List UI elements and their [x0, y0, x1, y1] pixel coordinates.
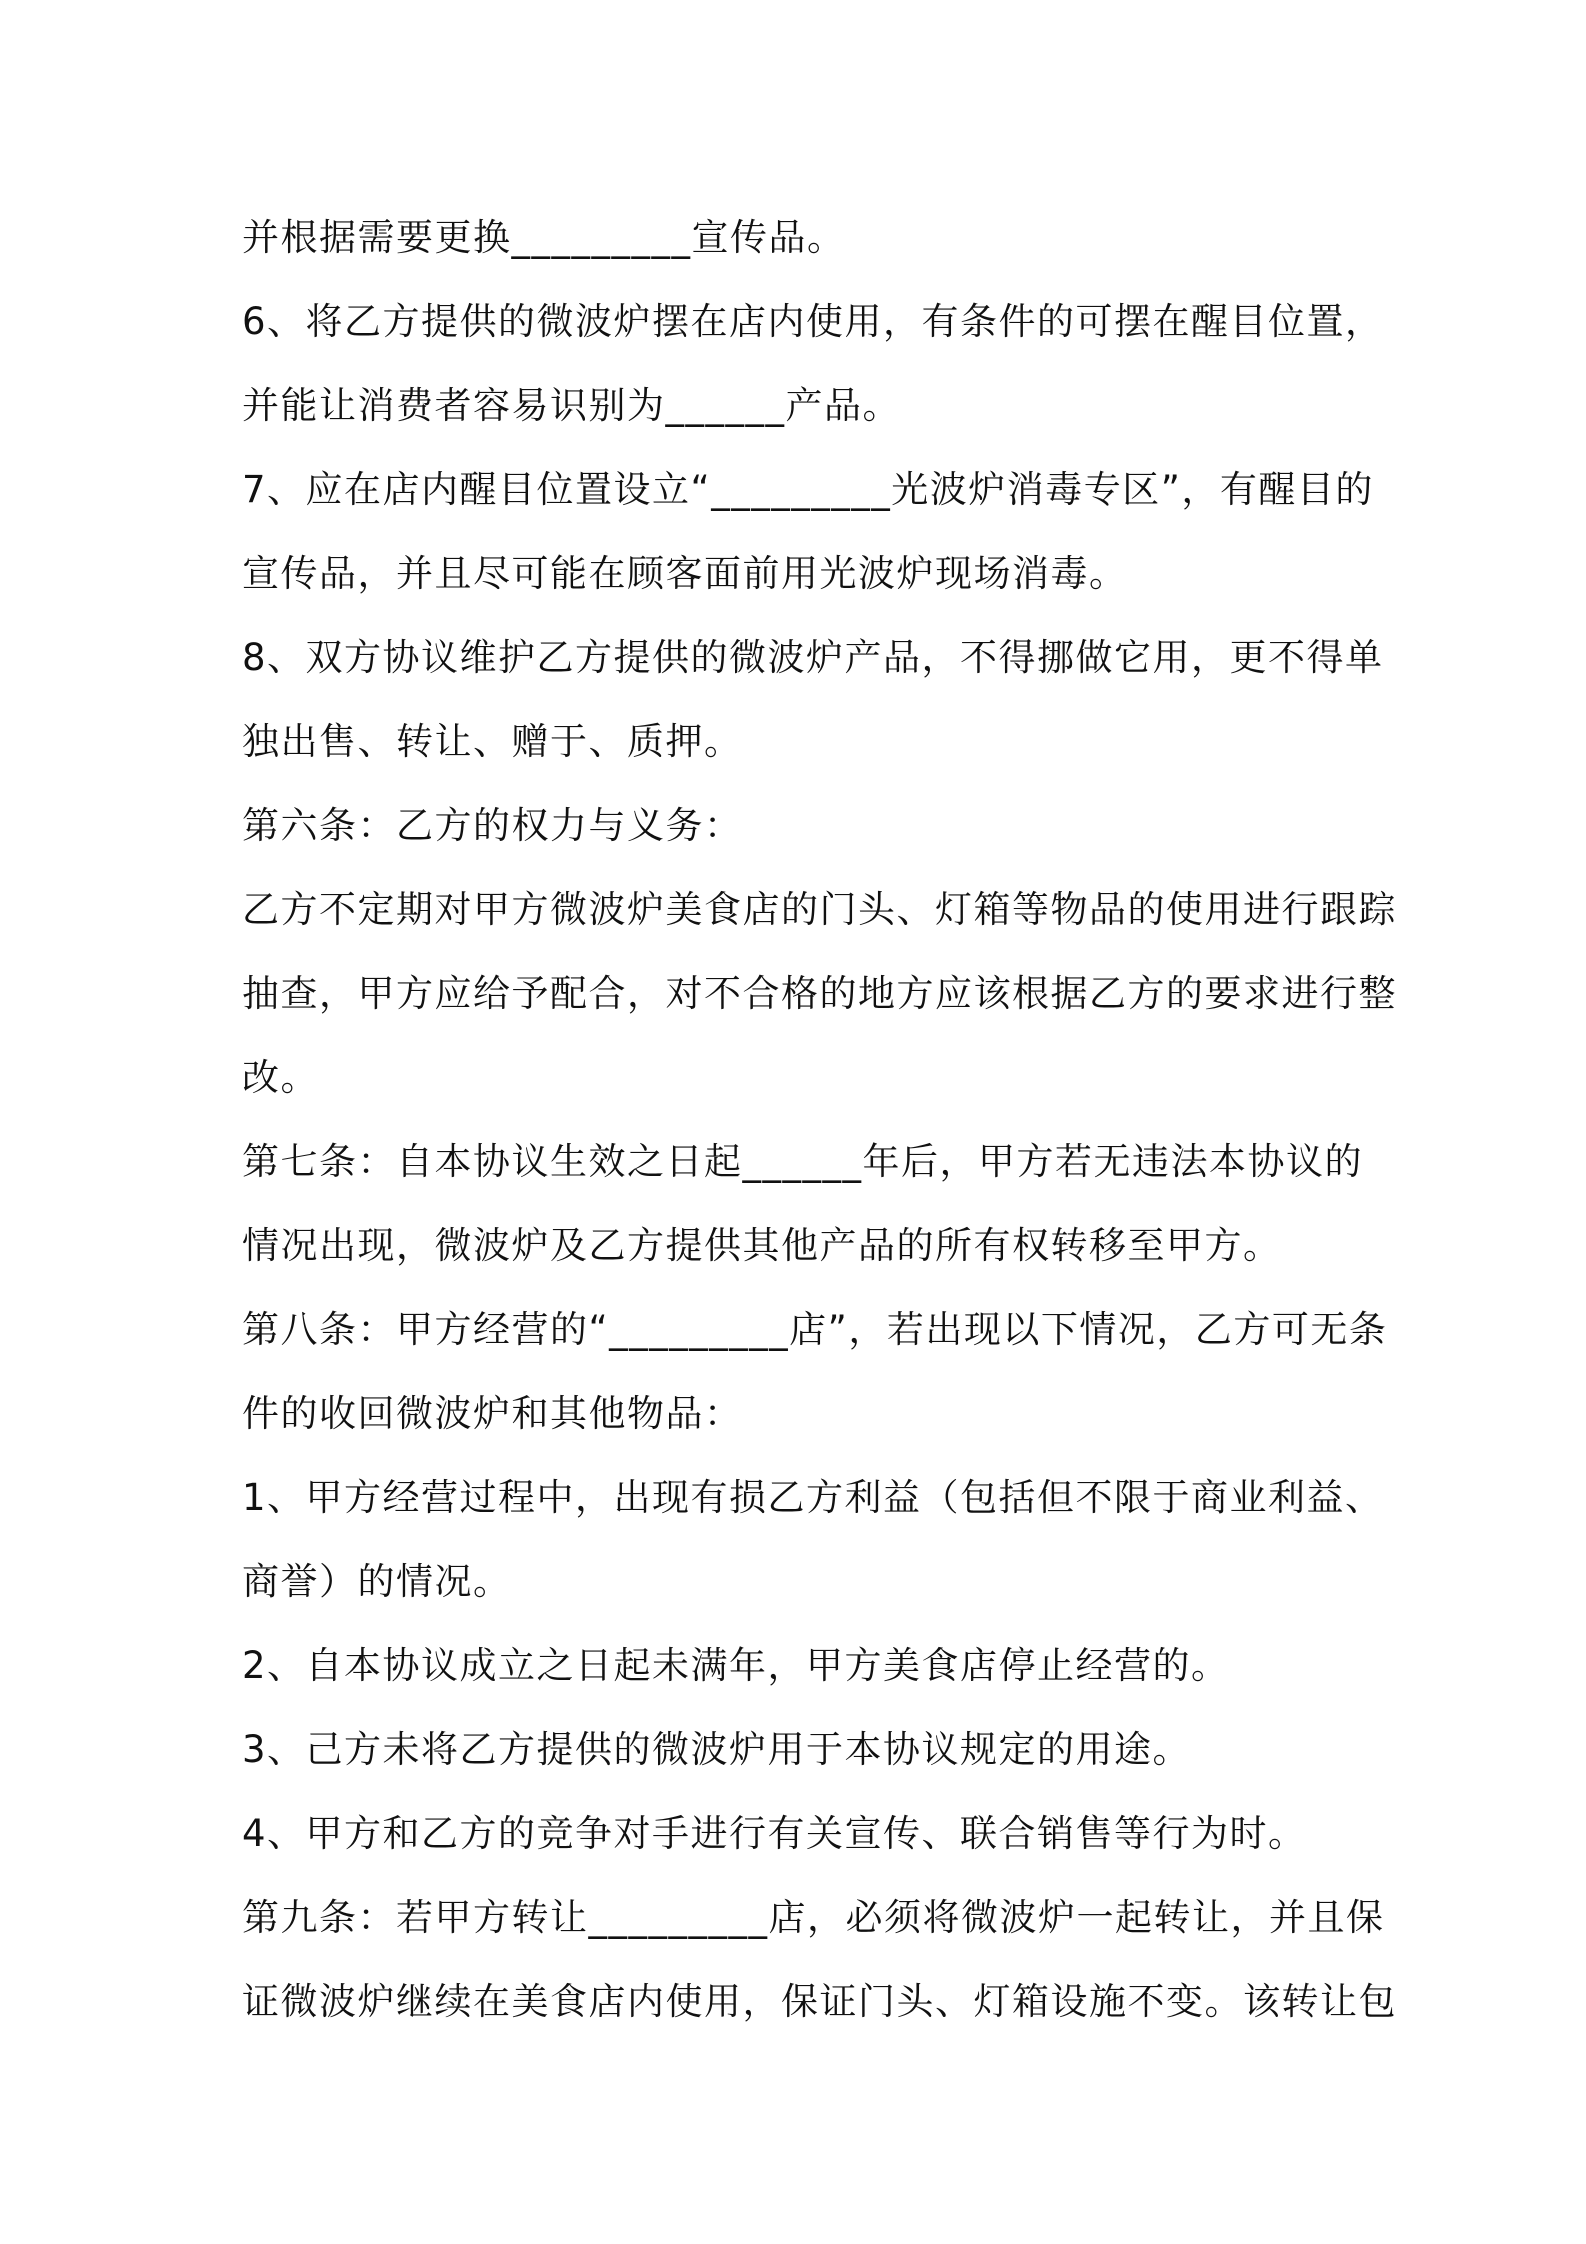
text-line: 6、将乙方提供的微波炉摆在店内使用，有条件的可摆在醒目位置，	[242, 300, 1384, 343]
text-line: 并根据需要更换_________宣传品。	[242, 216, 846, 259]
document-body	[242, 196, 1397, 2044]
text-line: 商誉）的情况。	[242, 1560, 512, 1603]
text-line: 4、甲方和乙方的竞争对手进行有关宣传、联合销售等行为时。	[242, 1812, 1307, 1855]
text-line: 改。	[242, 1056, 319, 1099]
text-line: 8、双方协议维护乙方提供的微波炉产品，不得挪做它用，更不得单	[242, 636, 1384, 679]
section-heading: 第六条：乙方的权力与义务：	[242, 804, 743, 847]
text-line: 3、己方未将乙方提供的微波炉用于本协议规定的用途。	[242, 1728, 1192, 1771]
text-line: 情况出现，微波炉及乙方提供其他产品的所有权转移至甲方。	[242, 1224, 1282, 1267]
text-line: 证微波炉继续在美食店内使用，保证门头、灯箱设施不变。该转让包	[242, 1980, 1397, 2023]
text-line: 抽查，甲方应给予配合，对不合格的地方应该根据乙方的要求进行整	[242, 972, 1397, 1015]
text-line: 并能让消费者容易识别为______产品。	[242, 384, 901, 427]
text-line: 2、自本协议成立之日起未满年，甲方美食店停止经营的。	[242, 1644, 1230, 1687]
text-line: 独出售、转让、赠于、质押。	[242, 720, 743, 763]
text-line: 7、应在店内醒目位置设立“_________光波炉消毒专区”，有醒目的	[242, 468, 1374, 511]
text-line: 乙方不定期对甲方微波炉美食店的门头、灯箱等物品的使用进行跟踪	[242, 888, 1397, 931]
text-line: 第八条：甲方经营的“_________店”，若出现以下情况，乙方可无条	[242, 1308, 1388, 1351]
text-line: 第九条：若甲方转让_________店，必须将微波炉一起转让，并且保	[242, 1896, 1385, 1939]
text-line: 件的收回微波炉和其他物品：	[242, 1392, 743, 1435]
text-line: 第七条：自本协议生效之日起______年后，甲方若无违法本协议的	[242, 1140, 1363, 1183]
text-line: 宣传品，并且尽可能在顾客面前用光波炉现场消毒。	[242, 552, 1128, 595]
text-line: 1、甲方经营过程中，出现有损乙方利益（包括但不限于商业利益、	[242, 1476, 1384, 1519]
